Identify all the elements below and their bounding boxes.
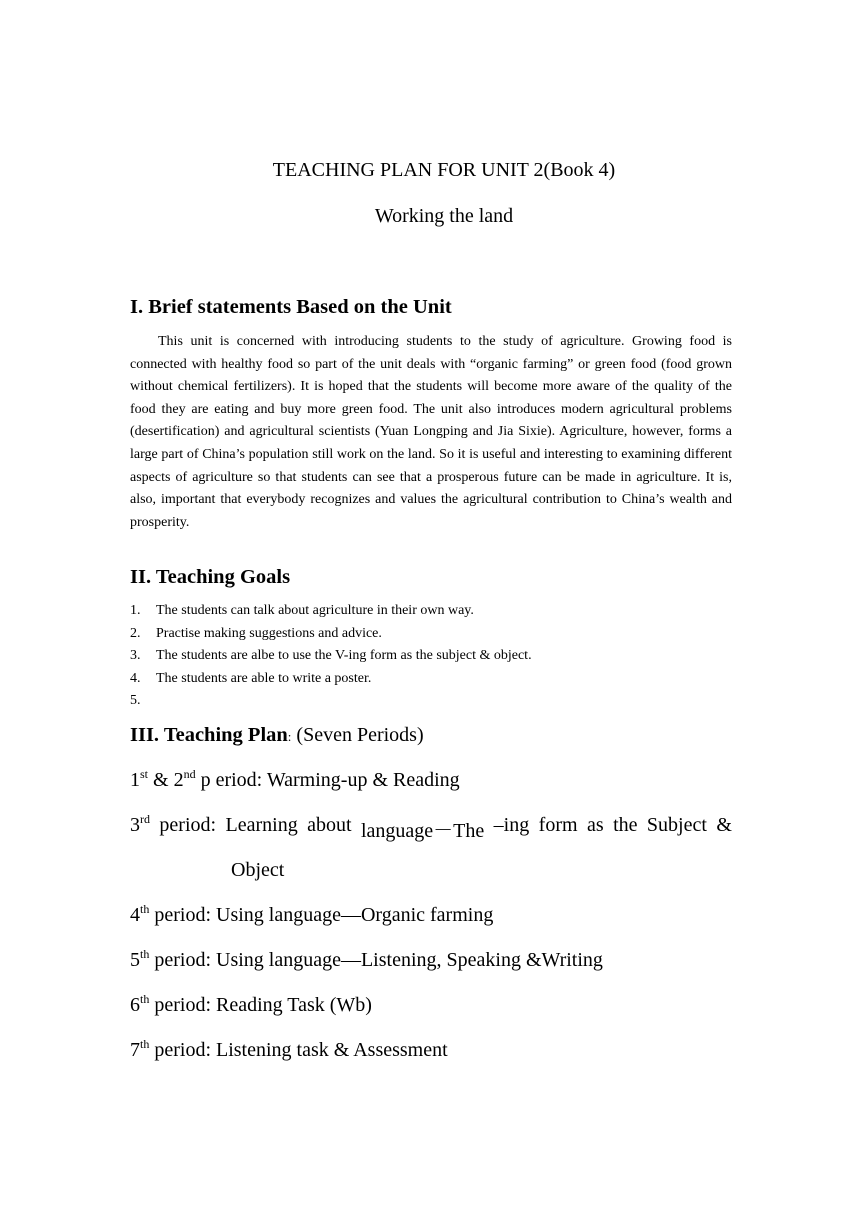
goal-number: 3. xyxy=(130,648,141,663)
period-word: Learning xyxy=(225,814,298,836)
period-ordinal-suffix: th xyxy=(140,992,150,1006)
period-word: the xyxy=(613,814,638,836)
period-text: p eriod: Warming-up & Reading xyxy=(195,769,460,791)
goal-text: Practise making suggestions and advice. xyxy=(156,626,382,641)
period-number: 4 xyxy=(130,904,140,926)
period-continuation: Object xyxy=(231,859,285,881)
period-label xyxy=(130,814,150,843)
goal-number: 5. xyxy=(130,693,141,708)
period-number: 7 xyxy=(130,1039,140,1061)
document-title: TEACHING PLAN FOR UNIT 2(Book 4) xyxy=(272,159,616,181)
teaching-plan-heading-text: III. Teaching Plan xyxy=(130,724,288,746)
period-number-joined: & 2 xyxy=(148,769,184,791)
period-text: period: Listening task & Assessment xyxy=(149,1039,448,1061)
period-number: 5 xyxy=(130,949,140,971)
teaching-plan-colon: : xyxy=(287,729,292,744)
goal-text: The students can talk about agriculture in their own way. xyxy=(156,603,474,618)
period-number: 6 xyxy=(130,994,140,1016)
goal-item xyxy=(130,626,382,642)
period-word: period: xyxy=(159,814,217,836)
goal-item xyxy=(130,671,371,687)
period-ordinal-suffix: th xyxy=(140,947,150,961)
goal-item xyxy=(130,648,532,664)
period-line xyxy=(130,949,603,972)
period-word: –ing xyxy=(493,814,530,836)
period-number: 3 xyxy=(130,814,140,836)
period-ordinal-suffix: st xyxy=(140,767,149,781)
goal-item xyxy=(130,603,474,619)
section-heading-teaching-goals: II. Teaching Goals xyxy=(130,566,291,588)
period-word: & xyxy=(716,814,732,836)
teaching-plan-note: (Seven Periods) xyxy=(291,724,424,746)
section-heading-brief-statements: I. Brief statements Based on the Unit xyxy=(130,296,452,318)
period-ordinal-suffix: th xyxy=(140,1037,150,1051)
period-word: as xyxy=(586,814,604,836)
period-text: period: Using language—Organic farming xyxy=(149,904,494,926)
document-subtitle: Working the land xyxy=(374,205,514,227)
goal-number: 1. xyxy=(130,603,141,618)
period-ordinal-suffix: th xyxy=(140,902,150,916)
section-heading-teaching-plan xyxy=(130,724,424,747)
goal-text: The students are albe to use the V-ing form as the subject & object. xyxy=(156,648,532,663)
period-line xyxy=(130,904,493,927)
period-text: period: Reading Task (Wb) xyxy=(149,994,372,1016)
period-number: 1 xyxy=(130,769,140,791)
period-word: Subject xyxy=(646,814,707,836)
goal-number: 2. xyxy=(130,626,141,641)
period-line xyxy=(130,994,372,1017)
period-line xyxy=(130,814,732,843)
period-line xyxy=(130,1039,448,1062)
period-ordinal-suffix: rd xyxy=(140,812,150,826)
period-line xyxy=(130,769,460,792)
period-text: period: Using language—Listening, Speaking &Writing xyxy=(149,949,603,971)
period-ordinal-suffix: nd xyxy=(183,767,196,781)
goal-item xyxy=(130,693,156,709)
period-word: language－The xyxy=(360,820,485,842)
period-word: about xyxy=(307,814,352,836)
goal-text: The students are able to write a poster. xyxy=(156,671,372,686)
goal-number: 4. xyxy=(130,671,141,686)
period-word: form xyxy=(538,814,578,836)
brief-statements-paragraph: This unit is concerned with introducing students to the study of agriculture. Growing food is connected with healthy food so part of the unit deals with “organic farming” or green food (food grown without chemical fertilizers). It is hoped that the students will become more aware of the quality of the food they are eating and buy more green food. The unit also introduces modern agricultural problems (desertification) and agricultural scientists (Yuan Longping and Jia Sixie). Agriculture, however, forms a large part of China’s population still work on the land. So it is useful and interesting to examining different aspects of agriculture so that students can see that a prosperous future can be made in agriculture. It is, also, important that everybody recognizes and values the agricultural contribution to China’s wealth and prosperity. xyxy=(130,334,732,530)
